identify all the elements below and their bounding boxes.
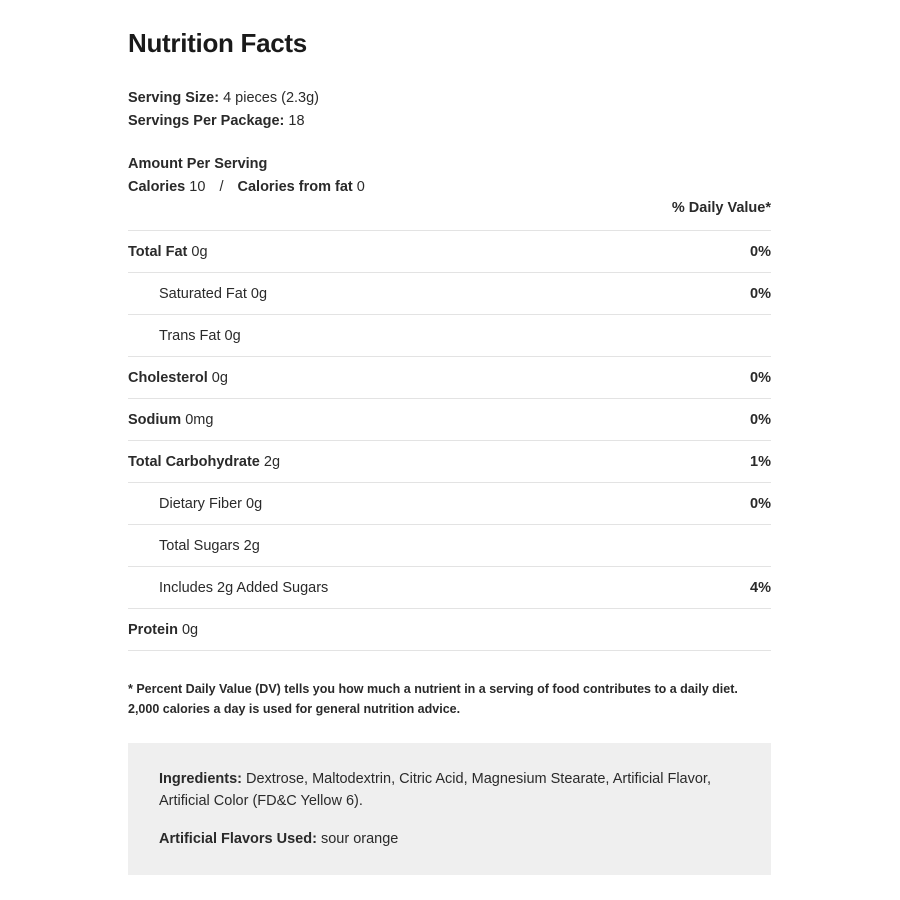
servings-per-package-value: 18 [288, 113, 305, 129]
calories-separator: / [219, 179, 224, 195]
footnote-line-1: * Percent Daily Value (DV) tells you how much a nutrient in a serving of food contributes to a daily diet. [128, 682, 738, 696]
nutrient-name: Protein [128, 621, 178, 638]
nutrient-row-dietary-fiber [128, 483, 771, 525]
nutrient-amount: 0mg [185, 411, 214, 428]
nutrient-amount: 0g [224, 327, 241, 344]
ingredients-paragraph [159, 768, 740, 812]
nutrient-row-total-sugars [128, 525, 771, 567]
nutrient-amount: 2g [263, 453, 281, 470]
flavors-paragraph [159, 828, 740, 850]
ingredients-box [128, 743, 771, 875]
nutrient-row-trans-fat [128, 315, 771, 357]
flavors-label: Artificial Flavors Used: [159, 831, 317, 847]
nutrient-name: Dietary Fiber [159, 495, 242, 512]
calories-label: Calories [128, 179, 186, 195]
nutrient-row-total-carbohydrate [128, 441, 771, 483]
nutrient-name: Total Sugars [159, 537, 240, 554]
servings-per-package-label: Servings Per Package: [128, 113, 285, 129]
nutrient-row-saturated-fat [128, 273, 771, 315]
nutrient-row-protein [128, 609, 771, 651]
nutrient-name: Saturated Fat [159, 285, 247, 302]
nutrient-amount: 0g [250, 285, 268, 302]
nutrient-dv: 0% [750, 495, 771, 512]
nutrient-dv: 0% [750, 243, 771, 260]
amount-per-serving-header: Amount Per Serving [128, 156, 268, 172]
nutrient-row-added-sugars [128, 567, 771, 609]
nutrient-dv: 4% [750, 579, 771, 596]
daily-value-header: % Daily Value* [671, 200, 771, 216]
nutrient-name: Total Fat [128, 243, 188, 260]
nutrient-amount: 0g [191, 243, 208, 260]
nutrient-amount: 0g [211, 369, 228, 386]
nutrient-amount: 0g [181, 621, 199, 638]
serving-size [128, 90, 319, 106]
nutrient-row-cholesterol [128, 357, 771, 399]
footnote-line-2: 2,000 calories a day is used for general nutrition advice. [128, 702, 461, 716]
serving-size-label: Serving Size: [128, 90, 220, 106]
nutrient-dv: 0% [750, 285, 771, 302]
nutrient-amount: 0g [246, 495, 263, 512]
nutrient-row-sodium [128, 399, 771, 441]
servings-per-package [128, 113, 305, 129]
fat-calories-value: 0 [356, 179, 365, 195]
serving-size-value: 4 pieces (2.3g) [223, 90, 320, 106]
flavors-text: sour orange [320, 831, 399, 847]
ingredients-text: Dextrose, Maltodextrin, Citric Acid, Magnesium Stearate, Artificial Flavor, Artificial Color (FD&C Yellow 6). [159, 771, 711, 809]
fat-calories-label: Calories from fat [237, 179, 353, 195]
nutrient-name: Trans Fat [159, 327, 221, 344]
nutrient-dv: 0% [750, 411, 771, 428]
ingredients-label: Ingredients: [159, 771, 242, 787]
nutrient-table [128, 230, 771, 651]
nutrient-name: Includes 2g Added Sugars [159, 579, 329, 596]
nutrient-dv: 0% [750, 369, 771, 386]
daily-value-footnote [128, 679, 771, 719]
nutrient-row-total-fat [128, 231, 771, 273]
calories-value: 10 [189, 179, 206, 195]
calories-line [128, 179, 365, 195]
nutrient-amount: 2g [243, 537, 260, 554]
nutrient-name: Total Carbohydrate [128, 453, 260, 470]
page-title: Nutrition Facts [128, 28, 307, 58]
nutrient-name: Cholesterol [128, 369, 208, 386]
nutrient-dv: 1% [750, 453, 771, 470]
nutrient-name: Sodium [128, 411, 182, 428]
